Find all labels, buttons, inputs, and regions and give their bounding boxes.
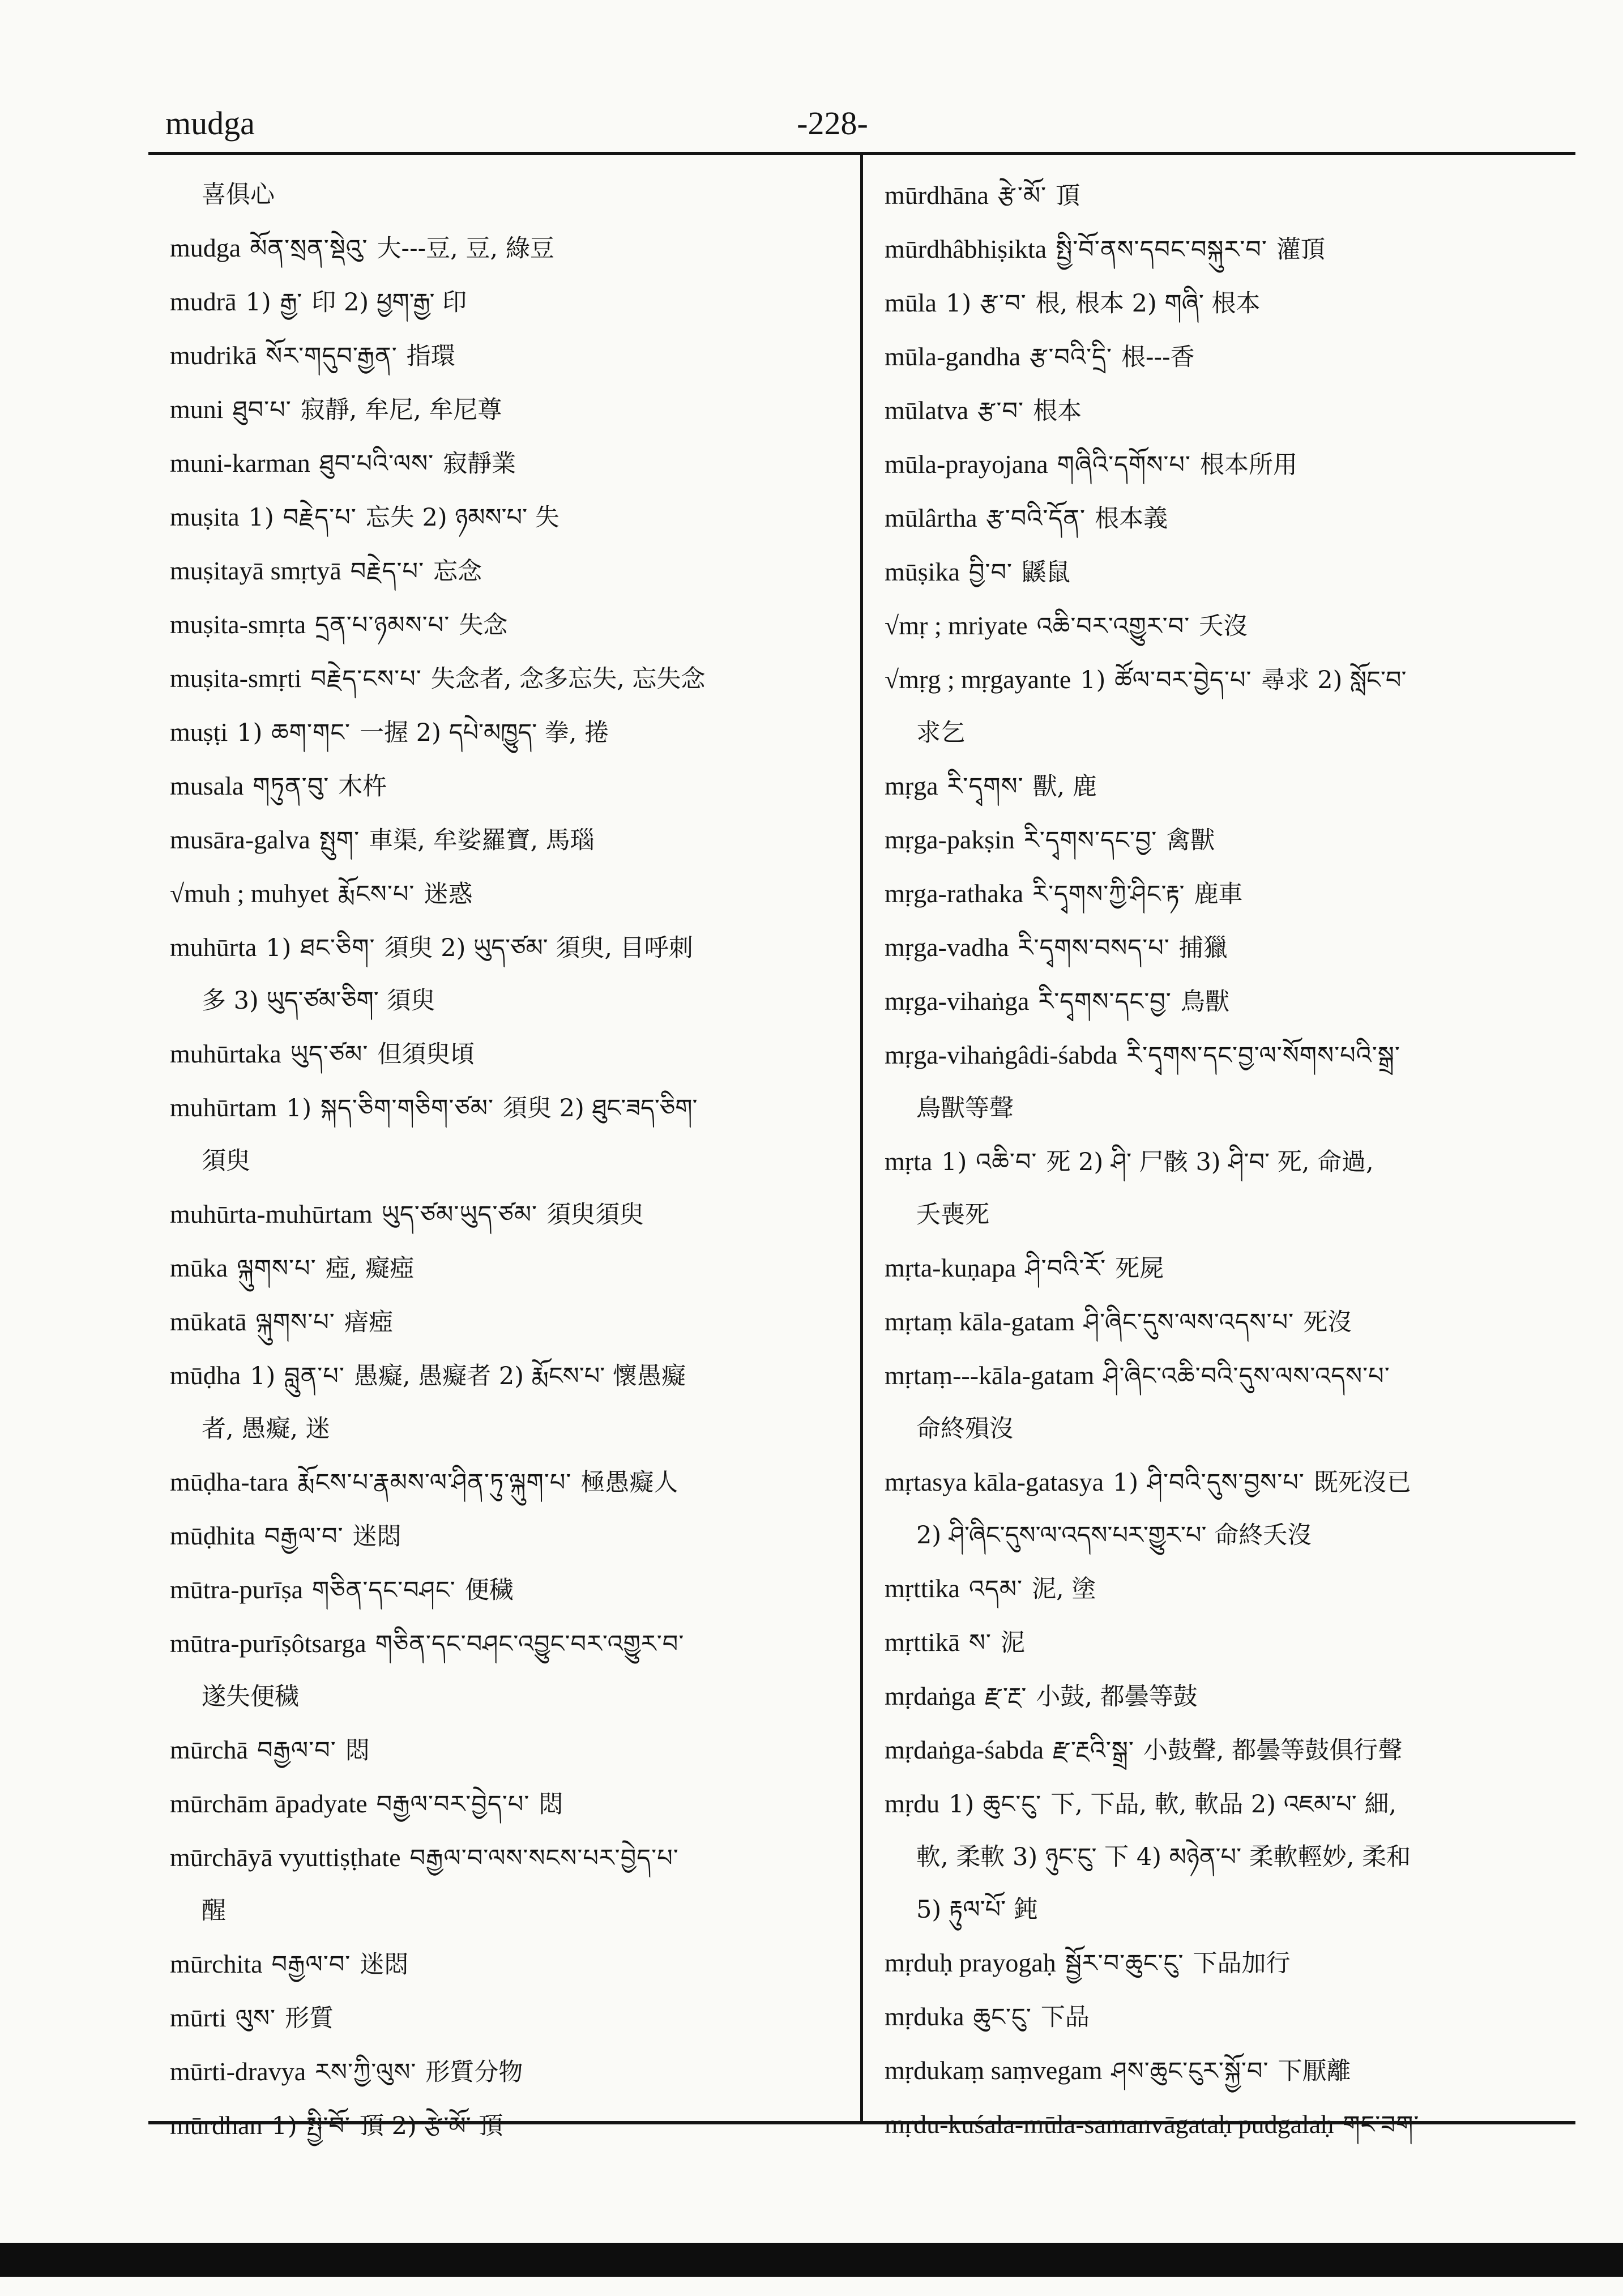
dictionary-entry [170,1241,849,1295]
dictionary-entry [170,706,849,759]
dictionary-entry [170,329,849,383]
entry-headword: mūḍha-tara [170,1467,289,1496]
entry-chinese: 小鼓, 都曇等鼓 [1036,1683,1198,1711]
entry-chinese: 既死沒已 [1313,1469,1411,1497]
entry-headword: mṛdu-kuśala-mūla-samanvāgataḥ pudgalaḥ [885,2110,1334,2139]
entry-continuation [170,1671,849,1723]
dictionary-entry [170,275,849,329]
entry-tibetan: མོན་སྲན་སྡེའུ་ [250,234,368,263]
entry-continuation [885,707,1592,759]
dictionary-entry [170,1777,849,1831]
entry-chinese: 死沒 [1303,1308,1352,1337]
dictionary-entry [885,438,1592,492]
entry-chinese: 根---香 [1121,343,1195,372]
entry-chinese: 須臾須臾 [546,1201,644,1229]
entry-chinese: 忘念 [433,557,482,586]
dictionary-entry [885,2098,1592,2152]
entry-tibetan: འཆི་བར་འགྱུར་བ་ [1036,612,1190,641]
entry-tibetan: ཡུད་ཙམ་ [290,1040,369,1069]
entry-headword: muṣita-smṛti [170,664,302,693]
dictionary-entry [885,867,1592,921]
entry-headword: musala [170,771,244,800]
dictionary-entry [885,1456,1592,1509]
dictionary-entry [885,1990,1592,2044]
column-divider [860,153,863,2124]
entry-chinese: 死屍 [1115,1254,1164,1283]
dictionary-entry [170,813,849,867]
dictionary-entry [170,1188,849,1241]
entry-tibetan: ཡུད་ཙམ་ཡུད་ཙམ་ [381,1201,538,1229]
dictionary-entry [170,221,849,275]
entry-headword: mṛtaṃ---kāla-gatam [885,1361,1095,1390]
entry-continuation [885,1403,1592,1456]
entry-chinese: 5) རྟུལ་པོ་ 鈍 [916,1896,1038,1924]
entry-headword: muṣita [170,502,240,531]
entry-tibetan: གང་ཟག་ [1343,2111,1420,2139]
entry-headword: muṣṭi [170,718,228,746]
entry-tibetan: ལྐུགས་པ་ [255,1308,335,1337]
entry-headword: mūḍhita [170,1521,255,1550]
entry-chinese: 喜俱心 [202,181,275,209]
entry-continuation [170,169,849,221]
entry-headword: mūṣika [885,557,960,586]
dictionary-entry [885,2044,1592,2098]
entry-continuation [170,1135,849,1188]
entry-chinese: 者, 愚癡, 迷 [202,1415,330,1443]
entry-headword: mūtra-purīṣa [170,1575,304,1604]
dictionary-entry [170,1937,849,1991]
entry-continuation [170,1885,849,1937]
dictionary-entry [170,598,849,652]
dictionary-entry [170,1295,849,1349]
entry-tibetan: སྦྱོར་བ་ཆུང་ངུ་ [1065,1949,1184,1978]
entry-tibetan: 1) བླུན་པ་ [250,1362,345,1390]
entry-chinese: 迷悶 [352,1522,402,1551]
entry-chinese: 失念 [459,611,508,639]
entry-chinese: 多 3) ཡུད་ཙམ་ཅིག་ 須臾 [202,987,435,1015]
entry-headword: √mṛ ; mriyate [885,611,1028,640]
entry-chinese: 根, 根本 2) གཞི་ 根本 [1035,289,1261,318]
entry-chinese: 夭喪死 [916,1201,989,1229]
entry-tibetan: རྫ་རྔ་ [984,1683,1027,1711]
entry-chinese: 根本 [1033,397,1082,425]
entry-chinese: 瘂, 癡瘂 [325,1254,414,1283]
dictionary-entry [170,2045,849,2099]
running-head: mudga [165,105,255,142]
dictionary-entry [885,1723,1592,1777]
entry-headword: mūla [885,288,937,317]
entry-headword: mūrchām āpadyate [170,1789,368,1818]
entry-chinese: 極愚癡人 [580,1469,678,1497]
entry-tibetan: 1) རྩ་བ་ [945,289,1027,318]
dictionary-entry [170,652,849,706]
entry-tibetan: རི་དྭགས་བསད་པ་ [1018,934,1170,962]
entry-chinese: 夭沒 [1199,612,1248,641]
dictionary-entry [885,1616,1592,1670]
entry-tibetan: གཅིན་དང་བཤང་ [312,1576,456,1604]
entry-tibetan: 1) འཆི་བ་ [941,1148,1037,1176]
entry-continuation [885,1831,1592,1884]
dictionary-entry [170,759,849,813]
entry-chinese: 下品加行 [1193,1949,1291,1978]
entry-tibetan: རི་དྭགས་ཀྱི་ཤིང་རྟ་ [1032,880,1185,908]
dictionary-entry [170,544,849,598]
entry-tibetan: གཞིའི་དགོས་པ་ [1057,451,1191,479]
entry-headword: mūrchita [170,1949,263,1978]
entry-chinese: 指環 [406,342,455,370]
entry-chinese: 愚癡, 愚癡者 2) རྨོངས་པ་ 懷愚癡 [353,1362,686,1390]
entry-headword: mṛga [885,771,938,800]
entry-continuation [885,1189,1592,1241]
entry-chinese: 根本義 [1095,505,1168,533]
entry-chinese: 鳥獸 [1180,988,1229,1016]
entry-chinese: 迷悶 [360,1951,409,1979]
dictionary-entry [885,330,1592,384]
entry-chinese: 迷惑 [424,880,473,908]
dictionary-entry [885,1670,1592,1723]
entry-headword: mṛdu [885,1789,940,1818]
entry-chinese: 小鼓聲, 都曇等鼓俱行聲 [1143,1736,1403,1765]
dictionary-entry [170,867,849,921]
entry-chinese: 忘失 2) ཉམས་པ་ 失 [365,503,559,532]
entry-headword: mūrti-dravya [170,2057,306,2086]
dictionary-entry [885,1295,1592,1349]
entry-headword: muhūrta [170,933,257,962]
dictionary-entry [170,2099,849,2153]
dictionary-entry [170,921,849,975]
entry-chinese: 禽獸 [1166,826,1215,855]
entry-chinese: 遂失便穢 [202,1683,299,1711]
entry-chinese: 捕獵 [1178,934,1228,962]
entry-headword: mṛga-vadha [885,933,1009,962]
entry-headword: mūrdhâbhiṣikta [885,234,1047,263]
entry-continuation [885,1884,1592,1936]
dictionary-entry [170,1831,849,1885]
right-column [885,169,1592,2139]
entry-tibetan: རྩེ་མོ་ [997,182,1047,210]
entry-headword: √muh ; muhyet [170,879,329,908]
dictionary-entry [170,1027,849,1081]
entry-tibetan: སྤུག་ [319,826,360,855]
entry-tibetan: བརྒྱལ་བ་ [257,1736,336,1765]
entry-chinese: 車渠, 牟娑羅寶, 馬瑙 [369,826,595,855]
entry-headword: mūla-gandha [885,342,1021,371]
entry-tibetan: རྫ་རྔའི་སྒྲ་ [1053,1736,1134,1765]
entry-headword: mṛga-vihaṅgâdi-śabda [885,1040,1118,1069]
dictionary-entry [885,813,1592,867]
entry-chinese: 求乞 [916,719,965,747]
entry-headword: mūrdhāna [885,181,989,210]
entry-headword: mūtra-purīṣôtsarga [170,1629,366,1658]
entry-chinese: 印 2) ཕྱག་རྒྱ་ 印 [311,288,467,317]
entry-tibetan: བརྒྱལ་བ་ [264,1522,344,1551]
entry-chinese: 鼷鼠 [1022,558,1071,587]
entry-chinese: 失念者, 念多忘失, 忘失念 [430,665,706,693]
entry-tibetan: རི་དྭགས་དང་བྱ་ [1038,988,1172,1016]
entry-headword: muni [170,395,224,424]
entry-tibetan: 1) ཚོལ་བར་བྱེད་པ་ [1080,666,1252,694]
entry-headword: muhūrtam [170,1093,277,1122]
entry-chinese: 一握 2) དཔེ་མཁྱུད་ 拳, 捲 [360,719,609,747]
entry-chinese: 死 2) ཤི་ 尸骸 3) ཤི་བ་ 死, 命過, [1046,1148,1374,1176]
entry-chinese: 下品 [1040,2003,1090,2032]
entry-headword: mudrā [170,287,237,316]
entry-tibetan: རས་ཀྱི་ལུས་ [315,2058,417,2086]
entry-tibetan: ལུས་ [235,2004,276,2033]
entry-chinese: 形質分物 [425,2058,523,2086]
entry-chinese: 根本所用 [1199,451,1297,479]
entry-headword: muṣitayā smṛtyā [170,556,341,585]
entry-tibetan: 1) ཤི་བའི་དུས་བྱས་པ་ [1112,1469,1305,1497]
dictionary-entry [885,1562,1592,1616]
entry-continuation [885,1082,1592,1135]
entry-chinese: 但須臾頃 [377,1040,475,1069]
entry-chinese: 鹿車 [1194,880,1243,908]
entry-tibetan: ཐུབ་པ་ [232,396,292,424]
entry-headword: mūrchā [170,1735,248,1764]
entry-tibetan: རི་དྭགས་དང་བྱ་ལ་སོགས་པའི་སྒྲ་ [1126,1042,1400,1070]
entry-chinese: 悶 [539,1790,563,1819]
entry-tibetan: 1) ཐང་ཅིག་ [266,934,375,962]
entry-tibetan: 1) ཆག་གང་ [237,719,351,747]
entry-headword: mūrchāyā vyuttiṣṭhate [170,1843,401,1872]
entry-chinese: 尋求 2) སློང་བ་ [1261,666,1407,694]
entry-chinese: 軟, 柔軟 3) ཉུང་ངུ་ 下 4) མཉེན་པ་ 柔軟輕妙, 柔和 [916,1843,1411,1871]
entry-headword: mṛttika [885,1574,960,1603]
entry-tibetan: རྩ་བའི་དོན་ [986,505,1086,533]
entry-chinese: 悶 [345,1736,370,1765]
entry-tibetan: 1) སྤྱི་བོ་ [271,2112,351,2140]
dictionary-entry [170,1349,849,1403]
dictionary-entry [885,223,1592,276]
entry-chinese: 須臾 2) ཐུང་ཟད་ཅིག་ [502,1094,698,1123]
entry-headword: muhūrtaka [170,1039,281,1068]
entry-chinese: 頂 [1056,182,1080,210]
entry-tibetan: བརྗེད་པ་ [350,557,425,586]
dictionary-entry [170,1081,849,1135]
entry-chinese: 醒 [202,1897,226,1925]
dictionary-entry [885,1028,1592,1082]
entry-headword: mūrdhan [170,2111,263,2140]
dictionary-entry [170,1456,849,1509]
dictionary-entry [885,975,1592,1028]
dictionary-entry [885,921,1592,975]
entry-continuation [170,975,849,1027]
entry-continuation [885,1509,1592,1562]
entry-headword: muni-karman [170,449,310,477]
entry-chinese: 形質 [285,2004,334,2033]
entry-chinese: 命終殞沒 [916,1415,1014,1443]
entry-tibetan: བརྒྱལ་བ་ལས་སངས་པར་བྱེད་པ་ [409,1844,679,1872]
entry-headword: mṛga-vihaṅga [885,987,1030,1015]
entry-tibetan: ཤས་ཆུང་ངུར་སྐྱོ་བ་ [1111,2057,1269,2085]
entry-headword: mudga [170,233,241,262]
entry-headword: mūka [170,1253,228,1282]
entry-headword: √mṛg ; mṛgayante [885,665,1071,694]
entry-tibetan: རྨོངས་པ་ [338,880,415,908]
dictionary-entry [885,492,1592,545]
entry-headword: mṛga-pakṣin [885,825,1015,854]
entry-tibetan: རི་དྭགས་དང་བྱ་ [1023,826,1158,855]
left-column [170,169,849,2140]
dictionary-entry [170,383,849,437]
dictionary-entry [885,759,1592,813]
entry-chinese: 鳥獸等聲 [916,1094,1014,1123]
entry-chinese: 須臾 2) ཡུད་ཙམ་ 須臾, 目呼刺 [384,934,693,962]
entry-continuation [170,1403,849,1456]
entry-headword: mūrti [170,2003,227,2032]
entry-tibetan: འདམ་ [968,1575,1023,1603]
entry-tibetan: བརྗེད་ངས་པ་ [310,665,422,693]
scan-edge-band [0,2243,1623,2277]
dictionary-entry [885,653,1592,707]
entry-chinese: 須臾 [202,1147,250,1175]
entry-headword: mṛtaṃ kāla-gatam [885,1307,1075,1336]
entry-tibetan: སོར་གདུབ་རྒྱན་ [266,342,398,370]
entry-tibetan: 1) རྒྱ་ [245,288,303,317]
entry-headword: mūlatva [885,396,969,425]
entry-headword: mṛduḥ prayogaḥ [885,1948,1056,1977]
entry-chinese: 灌頂 [1276,236,1325,264]
dictionary-entry [170,490,849,544]
entry-headword: mṛga-rathaka [885,879,1024,908]
entry-chinese: 下厭離 [1278,2057,1351,2085]
dictionary-entry [170,1723,849,1777]
entry-headword: musāra-galva [170,825,310,854]
entry-tibetan: རྨོངས་པ་རྣམས་ལ་ཤིན་ཏུ་ལྐུག་པ་ [297,1469,572,1497]
entry-headword: mṛdukaṃ saṃvegam [885,2056,1103,2085]
entry-tibetan: དྲན་པ་ཉམས་པ་ [315,611,450,639]
entry-headword: mṛdaṅga-śabda [885,1735,1044,1764]
entry-chinese: 木杵 [338,773,387,801]
entry-tibetan: ཆུང་ངུ་ [973,2003,1032,2032]
dictionary-entry [170,1509,849,1563]
entry-headword: mṛtasya kāla-gatasya [885,1467,1104,1496]
entry-headword: mṛta [885,1147,933,1176]
entry-tibetan: 1) བརྗེད་པ་ [248,503,357,532]
entry-tibetan: གཅིན་དང་བཤང་འབྱུང་བར་འགྱུར་བ་ [375,1630,685,1658]
dictionary-entry [885,276,1592,330]
dictionary-entry [170,1617,849,1671]
entry-headword: muhūrta-muhūrtam [170,1200,373,1228]
entry-tibetan: རྩ་བ་ [977,397,1024,425]
entry-chinese: 2) ཤི་ཞིང་དུས་ལ་འདས་པར་གྱུར་པ་ 命終夭沒 [916,1521,1312,1550]
entry-headword: mṛdaṅga [885,1682,976,1710]
entry-chinese: 瘖瘂 [344,1308,393,1337]
dictionary-entry [885,169,1592,223]
entry-chinese: 寂靜, 牟尼, 牟尼尊 [300,396,502,424]
entry-tibetan: རྩ་བའི་དྲི་ [1030,343,1113,372]
entry-chinese: 獸, 鹿 [1032,773,1097,801]
entry-tibetan: ཐུབ་པའི་ལས་ [319,450,434,478]
entry-tibetan: ལྐུགས་པ་ [237,1254,317,1283]
dictionary-entry [885,1777,1592,1831]
entry-chinese: 下, 下品, 軟, 軟品 2) འཇམ་པ་ 細, [1050,1790,1397,1819]
entry-tibetan: གཏུན་བུ་ [253,773,330,801]
entry-tibetan: ཤི་ཞིང་དུས་ལས་འདས་པ་ [1083,1308,1295,1337]
dictionary-entry [885,1135,1592,1189]
dictionary-entry [885,545,1592,599]
entry-headword: mṛttikā [885,1628,960,1657]
entry-tibetan: 1) སྐད་ཅིག་གཅིག་ཙམ་ [286,1094,494,1123]
dictionary-entry [885,1241,1592,1295]
dictionary-entry [170,1991,849,2045]
entry-headword: mudrikā [170,341,257,370]
dictionary-entry [885,1936,1592,1990]
entry-chinese: 便穢 [464,1576,514,1604]
entry-headword: mṛduka [885,2002,964,2031]
dictionary-entry [885,599,1592,653]
dictionary-entry [170,1563,849,1617]
entry-headword: mūkatā [170,1307,247,1336]
entry-tibetan: བརྒྱལ་བ་ [271,1951,351,1979]
entry-headword: mṛta-kuṇapa [885,1253,1016,1282]
entry-tibetan: རི་དྭགས་ [947,773,1024,801]
entry-tibetan: 1) ཆུང་ངུ་ [949,1790,1042,1819]
entry-chinese: 大---豆, 豆, 綠豆 [377,234,554,263]
entry-headword: mūlârtha [885,503,977,532]
entry-chinese: 頂 2) རྩེ་མོ་ 頂 [359,2112,503,2140]
dictionary-entry [170,437,849,490]
entry-tibetan: བརྒྱལ་བར་བྱེད་པ་ [376,1790,530,1819]
entry-tibetan: ས་ [968,1629,992,1657]
entry-chinese: 泥, 塗 [1032,1575,1096,1603]
entry-tibetan: ཤི་བའི་རོ་ [1025,1254,1107,1283]
entry-tibetan: བྱི་བ་ [968,558,1013,587]
entry-tibetan: སྤྱི་བོ་ནས་དབང་བསྐུར་བ་ [1056,236,1267,264]
page-number: -228- [797,105,868,142]
entry-tibetan: ཤི་ཞིང་འཆི་བའི་དུས་ལས་འདས་པ་ [1103,1362,1390,1390]
dictionary-entry [885,1349,1592,1403]
entry-headword: mūḍha [170,1361,241,1390]
entry-headword: mūla-prayojana [885,450,1048,479]
entry-headword: muṣita-smṛta [170,610,306,639]
entry-chinese: 泥 [1000,1629,1025,1657]
entry-chinese: 寂靜業 [443,450,516,478]
dictionary-entry [885,384,1592,438]
